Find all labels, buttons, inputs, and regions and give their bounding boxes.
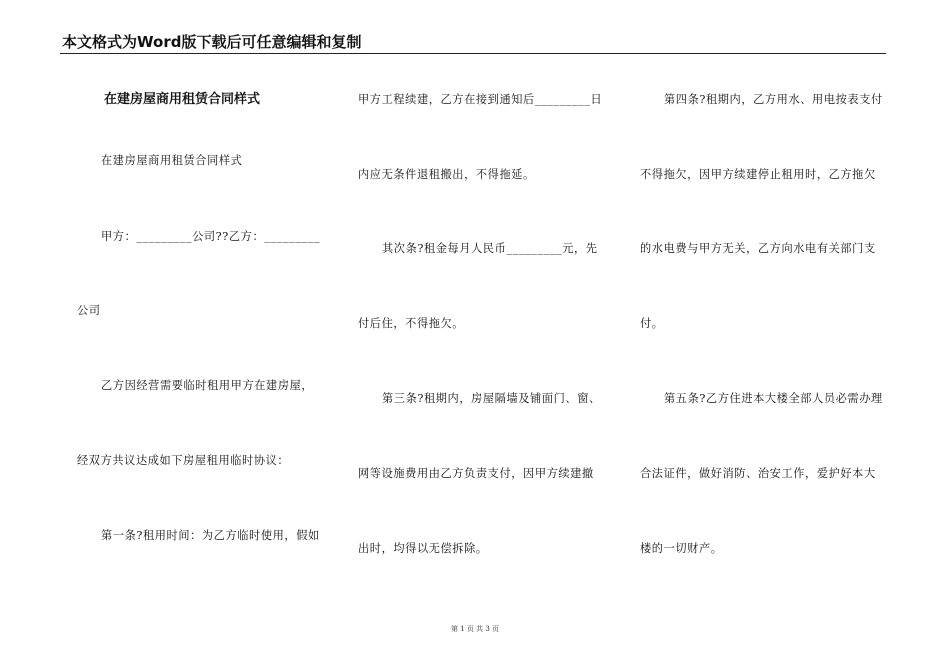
contract-title: 在建房屋商用租赁合同样式	[104, 92, 261, 107]
col2-line-1: 甲方工程续建，乙方在接到通知后_________日	[358, 93, 603, 106]
col2-line-7: 出时，均得以无偿拆除。	[358, 542, 488, 555]
header-rule	[60, 53, 886, 54]
col3-line-6: 合法证件，做好消防、治安工作，爱护好本大	[640, 467, 876, 480]
col1-line-4: 乙方因经营需要临时租用甲方在建房屋，	[101, 379, 314, 392]
col3-line-5: 第五条?乙方住进本大楼全部人员必需办理	[664, 392, 883, 405]
col2-line-2: 内应无条件退租搬出，不得拖延。	[358, 168, 535, 181]
col1-line-1: 在建房屋商用租赁合同样式	[101, 154, 243, 167]
col3-line-2: 不得拖欠，因甲方续建停止租用时，乙方拖欠	[640, 168, 876, 181]
col1-line-2: 甲方：_________公司??乙方：_________	[101, 230, 320, 243]
col1-line-3: 公司	[77, 304, 101, 317]
col3-line-4: 付。	[640, 317, 664, 330]
col1-line-6: 第一条?租用时间：为乙方临时使用，假如	[101, 529, 320, 542]
col2-line-5: 第三条?租期内，房屋隔墙及铺面门、窗、	[382, 392, 601, 405]
col2-line-3: 其次条?租金每月人民币_________元，先	[382, 242, 598, 255]
col3-line-1: 第四条?租期内，乙方用水、用电按表支付	[664, 93, 883, 106]
col2-line-6: 网等设施费用由乙方负责支付，因甲方续建撤	[358, 467, 594, 480]
document-header: 本文格式为Word版下载后可任意编辑和复制	[62, 33, 362, 51]
col1-line-5: 经双方共议达成如下房屋租用临时协议：	[77, 454, 290, 467]
col3-line-3: 的水电费与甲方无关，乙方向水电有关部门支	[640, 242, 876, 255]
page-number: 第 1 页 共 3 页	[450, 625, 500, 633]
col2-line-4: 付后住，不得拖欠。	[358, 317, 465, 330]
col3-line-7: 楼的一切财产。	[640, 542, 723, 555]
